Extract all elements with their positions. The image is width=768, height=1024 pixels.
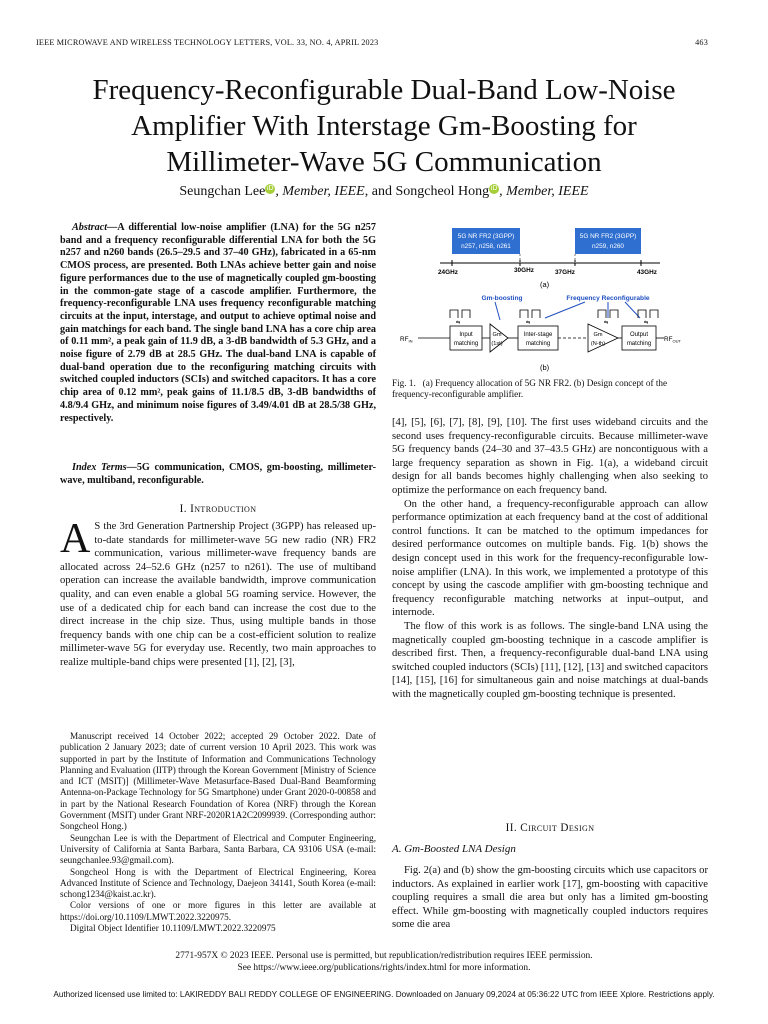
footnote: Manuscript received 14 October 2022; accepted 29 October 2022. Date of publication 2 January 2023; date of current version 10 April 2023. This work was supported in part by the Institute of Information and Communications Technology Planning and Evaluation (IITP) through the Korean Government [Ministry of Science and ICT (MSIT)] (Millimeter-Wave Metasurface-Based Dual-Band Beamforming Antenna-on-Package Technology for 5G Smartphone) under Grant 2020-0-00858 and in part by the National Research Foundation of Korea (NRF) through the Korean Government (MSIT) under Grant NRF-2020R1A2C2099939. (Corresponding author: Songcheol Hong.) xyxy=(60,731,376,832)
footnotes xyxy=(60,731,376,934)
section-heading xyxy=(392,822,708,834)
author-role: , Member, IEEE xyxy=(499,184,589,199)
band-label: 5G NR FR2 (3GPP) xyxy=(579,233,637,240)
rf-in-label: $RF_{IN}$ xyxy=(400,336,413,344)
running-header: IEEE MICROWAVE AND WIRELESS TECHNOLOGY LETTERS, VOL. 33, NO. 4, APRIL 2023 xyxy=(36,38,379,47)
block-label: Inter-stage xyxy=(523,332,553,338)
index-terms xyxy=(60,462,376,487)
gm-boosting-label: Gm-boosting xyxy=(481,295,523,302)
abstract-label: Abstract— xyxy=(72,222,118,233)
band-label: 5G NR FR2 (3GPP) xyxy=(457,233,515,240)
right-column xyxy=(392,416,708,701)
abstract xyxy=(60,222,376,425)
rf-out-label: $RF_{OUT}$ xyxy=(664,336,681,344)
footer-line: 2771-957X © 2023 IEEE. Personal use is permitted, but republication/redistribution requires IEEE permission. xyxy=(175,951,593,961)
footer-line[interactable]: See https://www.ieee.org/publications/rights/index.html for more information. xyxy=(237,963,531,973)
caption-label: Fig. 1. xyxy=(392,378,416,388)
svg-text:⇆: ⇆ xyxy=(644,320,649,326)
caption-text: (a) Frequency allocation of 5G NR FR2. (b) Design concept of the frequency-reconfigurable amplifier. xyxy=(392,378,668,400)
footnote: Seungchan Lee is with the Department of Electrical and Computer Engineering, University of California at Santa Barbara, Santa Barbara, CA 93106 USA (e-mail: seungchanlee.93@gmail.com). xyxy=(60,832,376,866)
orcid-icon[interactable]: iD xyxy=(490,185,498,192)
switch-arrows xyxy=(456,320,648,326)
block-label: (1st) xyxy=(491,341,503,347)
footnote: Digital Object Identifier 10.1109/LMWT.2022.3220975 xyxy=(70,923,276,934)
svg-text:⇆: ⇆ xyxy=(456,320,461,326)
section-heading xyxy=(60,503,376,515)
block-label: matching xyxy=(525,341,551,347)
freq-label: 24GHz xyxy=(438,269,458,276)
intro-text: S the 3rd Generation Partnership Project (3GPP) has released up-to-date standards for millimeter-wave 5G new radio (NR) FR2 communication, various millimeter-wave frequency bands are allocated across 24–52.6 GHz (n257 to n261). The use of multiband operation can increase the available bandwidth, improve communication quality, and can even enable a global 5G roaming service. However, the use of a dedicated chip for each band can increase the cost due to the direct increase in the chip size. Thus, using multiple bands in those frequency bands with one chip can be a cost-efficient solution to realize millimeter-wave 5G for everyday use. Recently, two main approaches to realize multiple-band chips were presented [1], [2], [3], xyxy=(60,521,376,668)
band-n260-block xyxy=(575,228,641,254)
block-gm-1st xyxy=(490,324,508,352)
section-title: Introduction xyxy=(190,503,257,515)
band-label: n257, n258, n261 xyxy=(461,243,511,250)
freq-reconfig-label: Frequency Reconfigurable xyxy=(566,295,650,302)
title-line: Frequency-Reconfigurable Dual-Band Low-Noise xyxy=(92,74,676,106)
paragraph: [4], [5], [6], [7], [8], [9], [10]. The first uses wideband circuits and the second uses frequency-reconfigurable circuits. Because millimeter-wave 5G frequency bands (24–30 and 37–43.5 GHz) are noncontiguous with a large frequency separation as shown in Fig. 1(a), a wideband circuit design for all bands becomes highly challenging when also seeking to optimize the performance on each frequency band. xyxy=(392,417,708,496)
paragraph: The flow of this work is as follows. The single-band LNA using the magnetically coupled gm-boosting technique in a cascode amplifier is described first. Then, a frequency-reconfigurable dual-band LNA using switched coupled inductors (SCIs) [11], [12], [13] and switched capacitors [14], [15], [16] for simultaneous gain and noise matchings at dual-bands with the magnetically coupled gm-boosting technique is presented. xyxy=(392,620,708,700)
author-role: , Member, IEEE xyxy=(275,184,365,199)
author-separator: , and xyxy=(364,184,396,199)
freq-label: 37GHz xyxy=(555,269,575,276)
orcid-icon[interactable]: iD xyxy=(267,185,274,192)
section-number: I. xyxy=(179,503,191,515)
block-label: Gm xyxy=(492,332,502,338)
footnote: Songcheol Hong is with the Department of Electrical Engineering, Korea Advanced Institute of Science and Technology, Daejeon 34141, South Korea (e-mail: schong1234@kaist.ac.kr). xyxy=(60,866,376,900)
block-label: Input xyxy=(459,332,473,338)
band-n257-block xyxy=(452,228,520,254)
title-line: Amplifier With Interstage Gm-Boosting for xyxy=(131,110,637,142)
copyright-footer xyxy=(40,950,728,974)
section-title: Circuit Design xyxy=(520,822,595,834)
paragraph: On the other hand, a frequency-reconfigurable approach can allow performance optimization at each frequency band at the cost of additional control functions. It can be matched to the optimum impedances for desired performance outcomes on multiple bands. Fig. 1(b) shows the design concept used in this work for the frequency-reconfigurable low-noise amplifier (LNA). In this work, we implemented a prototype of this concept by using the cascode amplifier with gm-boosting technique and frequency reconfigurable matching networks at input–output, and internode. xyxy=(392,498,708,619)
title-line: Millimeter-Wave 5G Communication xyxy=(166,146,602,178)
footnote[interactable]: Color versions of one or more figures in this letter are available at https://doi.org/10.1109/LMWT.2022.3220975. xyxy=(60,900,376,922)
subfigure-label: (a) xyxy=(540,280,550,289)
block-label: Output xyxy=(629,332,649,338)
block-label: matching xyxy=(626,341,652,347)
svg-text:⇆: ⇆ xyxy=(526,320,531,326)
freq-label: 43GHz xyxy=(637,269,657,276)
block-label: Gm xyxy=(593,332,603,338)
subfigure-label: (b) xyxy=(540,363,550,372)
figure-1 xyxy=(400,224,700,374)
page-number: 463 xyxy=(695,38,708,47)
band-label: n259, n260 xyxy=(592,243,624,250)
section2-paragraph xyxy=(392,864,708,932)
annotation-arrow xyxy=(545,302,585,318)
authorized-notice: Authorized licensed use limited to: LAKIREDDY BALI REDDY COLLEGE OF ENGINEERING. Downloaded on January 09,2024 at 05:36:22 UTC from IEEE Xplore. Restrictions apply. xyxy=(53,990,715,999)
index-terms-label: Index Terms— xyxy=(72,462,137,473)
paper-title xyxy=(40,72,728,180)
intro-paragraph xyxy=(60,516,376,670)
paragraph: Fig. 2(a) and (b) show the gm-boosting circuits which use capacitors or inductors. As explained in earlier work [17], gm-boosting with capacitive coupling requires a small die area but only has a limited gm-boosting effect. While gm-boosting with magnetically coupled inductors requires some die area xyxy=(392,865,708,931)
author-name: Seungchan Lee xyxy=(179,184,266,199)
section-number: II. xyxy=(505,822,521,834)
freq-label: 30GHz xyxy=(514,267,534,274)
subsection-heading: A. Gm-Boosted LNA Design xyxy=(392,843,516,855)
svg-text:⇆: ⇆ xyxy=(604,320,609,326)
figure-caption xyxy=(392,378,708,401)
annotation-arrow xyxy=(495,302,500,320)
block-gm-nth xyxy=(588,324,618,352)
block-label: (N-th) xyxy=(590,341,606,347)
abstract-text: A differential low-noise amplifier (LNA) for the 5G n257 band and a frequency reconfigurable differential LNA for both the 5G n257 and n260 bands (26.5–29.5 and 37–40 GHz), fabricated in a 65-nm CMOS process, are presented. Both LNAs achieve better gain and noise figure performances due to the use of magnetically coupled gm-boosting in the common-gate stage of a cascode amplifier. Furthermore, the frequency-reconfigurable LNA uses frequency reconfigurable matching circuits at the input, interstage, and output to achieve optimal noise and gain matchings for each band. The single band LNA has a core chip area of 0.11 mm², a peak gain of 11.9 dB, a 3-dB bandwidth of 5.3 GHz, and a noise figure of 2.79 dB at 28.5 GHz. The dual-band LNA is capable of dual-band operation due to the reconfiguring matching circuits with switched coupled inductors (SCIs) and switched capacitors. It has a core chip area of 0.12 mm², peak gains of 11.1/8.5 dB, 3-dB bandwidths of 4.8/9.4 GHz, and minimum noise figures of 3.49/4.01 dB at 28.5/38 GHz, respectively. xyxy=(60,222,376,424)
index-terms-text: 5G communication, CMOS, gm-boosting, millimeter-wave, multiband, reconfigurable. xyxy=(60,462,376,486)
block-label: matching xyxy=(453,341,479,347)
author-name: Songcheol Hong xyxy=(395,184,490,199)
author-line xyxy=(40,184,728,200)
dropcap: A xyxy=(60,516,91,562)
